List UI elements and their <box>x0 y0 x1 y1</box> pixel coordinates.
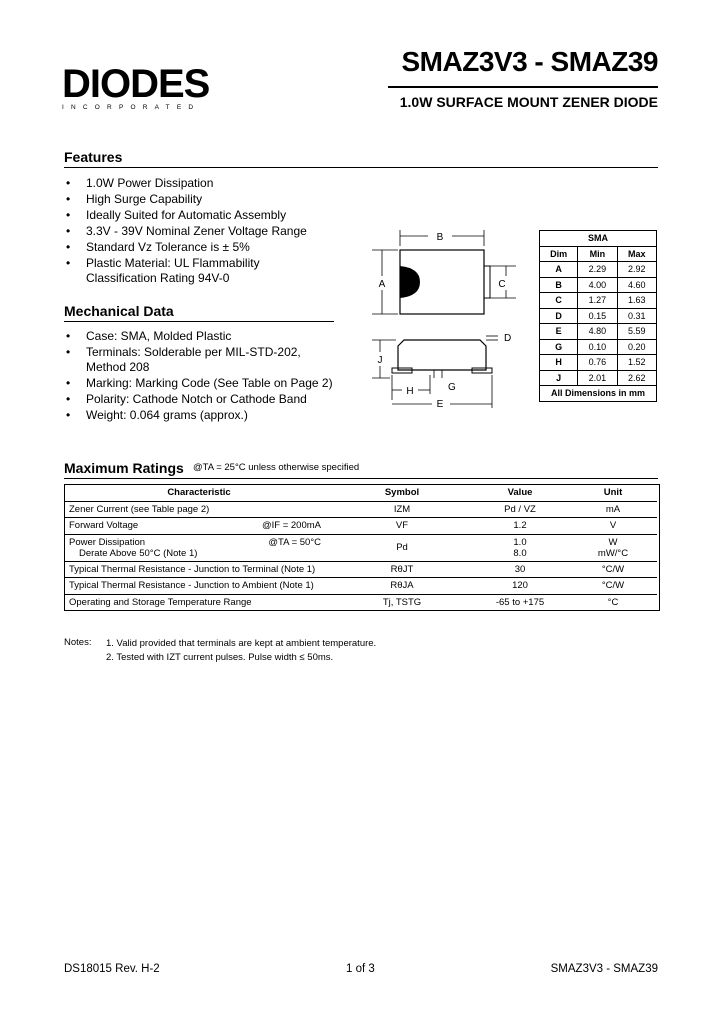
diodes-logo <box>62 62 230 114</box>
table-row: G 0.10 0.20 <box>540 339 657 355</box>
package-outline-diagram <box>368 222 524 412</box>
brand-subtitle: INCORPORATED <box>62 104 201 111</box>
mechanical-list <box>64 329 344 424</box>
col-header: Symbol <box>384 487 420 499</box>
list-item: • Case: SMA, Molded Plastic <box>64 329 344 344</box>
table-row: C 1.27 1.63 <box>540 293 657 309</box>
col-header: Characteristic <box>167 487 231 499</box>
mechanical-heading: Mechanical Data <box>64 303 174 319</box>
table-row: J 2.01 2.62 <box>540 370 657 386</box>
features-rule <box>64 167 658 168</box>
list-item: • 3.3V - 39V Nominal Zener Voltage Range <box>64 224 344 239</box>
dim-label-e: E <box>436 399 444 410</box>
col-header: Unit <box>603 487 623 499</box>
title-divider <box>388 86 658 88</box>
mechanical-rule <box>64 321 334 322</box>
features-heading: Features <box>64 149 123 165</box>
table-row: Power Dissipation @TA = 50°C Derate Above 50°C (Note 1) Pd 1.0 8.0 W mW/°C <box>65 534 657 561</box>
features-list <box>64 176 344 287</box>
table-row: Forward Voltage @IF = 200mA VF 1.2 V <box>65 518 657 535</box>
table-row: H 0.76 1.52 <box>540 355 657 371</box>
col-header: Min <box>578 246 617 262</box>
dimension-table <box>539 230 657 402</box>
page-number: 1 of 3 <box>346 963 375 975</box>
dim-label-h: H <box>406 386 414 397</box>
ratings-table <box>65 485 657 610</box>
table-row: D 0.15 0.31 <box>540 308 657 324</box>
col-header: Dim <box>540 246 578 262</box>
table-row: Typical Thermal Resistance - Junction to Ambient (Note 1) RθJA 120 °C/W <box>65 578 657 595</box>
part-subtitle: 1.0W SURFACE MOUNT ZENER DIODE <box>399 94 658 110</box>
dim-label-c: C <box>498 279 506 290</box>
col-header: Value <box>507 487 533 499</box>
ratings-table-frame <box>64 484 660 611</box>
table-row: Zener Current (see Table page 2) IZM Pd / VZ mA <box>65 501 657 518</box>
dim-label-j: J <box>377 355 383 366</box>
notes-list <box>106 637 376 665</box>
ratings-rule <box>64 478 658 479</box>
brand-name: DIODES <box>62 62 210 106</box>
table-row: E 4.80 5.59 <box>540 324 657 340</box>
list-item: • Terminals: Solderable per MIL-STD-202, Method 208 <box>64 345 316 375</box>
dim-label-d: D <box>504 333 512 344</box>
col-header: Max <box>617 246 656 262</box>
dimension-footer: All Dimensions in mm <box>540 386 657 402</box>
table-row: A 2.29 2.92 <box>540 262 657 278</box>
list-item: • Ideally Suited for Automatic Assembly <box>64 208 344 223</box>
list-item: • 1.0W Power Dissipation <box>64 176 344 191</box>
table-row: Typical Thermal Resistance - Junction to Terminal (Note 1) RθJT 30 °C/W <box>65 561 657 578</box>
doc-number: DS18015 Rev. H-2 <box>64 963 160 975</box>
notes-label: Notes: <box>64 637 92 648</box>
table-row: B 4.00 4.60 <box>540 277 657 293</box>
part-range-title: SMAZ3V3 - SMAZ39 <box>401 46 658 77</box>
package-name: SMA <box>540 231 657 247</box>
note-item: 2. Tested with IZT current pulses. Pulse width ≤ 50ms. <box>106 652 334 663</box>
footer-part: SMAZ3V3 - SMAZ39 <box>550 963 658 975</box>
list-item: • Marking: Marking Code (See Table on Page 2) <box>64 376 344 391</box>
list-item: • High Surge Capability <box>64 192 344 207</box>
note-item: 1. Valid provided that terminals are kept at ambient temperature. <box>106 638 377 649</box>
list-item: • Polarity: Cathode Notch or Cathode Band <box>64 392 344 407</box>
ratings-heading: Maximum Ratings <box>64 460 184 476</box>
list-item: • Standard Vz Tolerance is ± 5% <box>64 240 344 255</box>
ratings-condition: @TA = 25°C unless otherwise specified <box>193 462 360 473</box>
table-row: Operating and Storage Temperature Range Tj, TSTG -65 to +175 °C <box>65 594 657 610</box>
dim-label-a: A <box>378 279 386 290</box>
dim-label-b: B <box>436 232 444 243</box>
list-item: • Weight: 0.064 grams (approx.) <box>64 408 344 423</box>
list-item: • Plastic Material: UL Flammability Classification Rating 94V-0 <box>64 256 276 286</box>
dim-label-g: G <box>448 382 456 393</box>
